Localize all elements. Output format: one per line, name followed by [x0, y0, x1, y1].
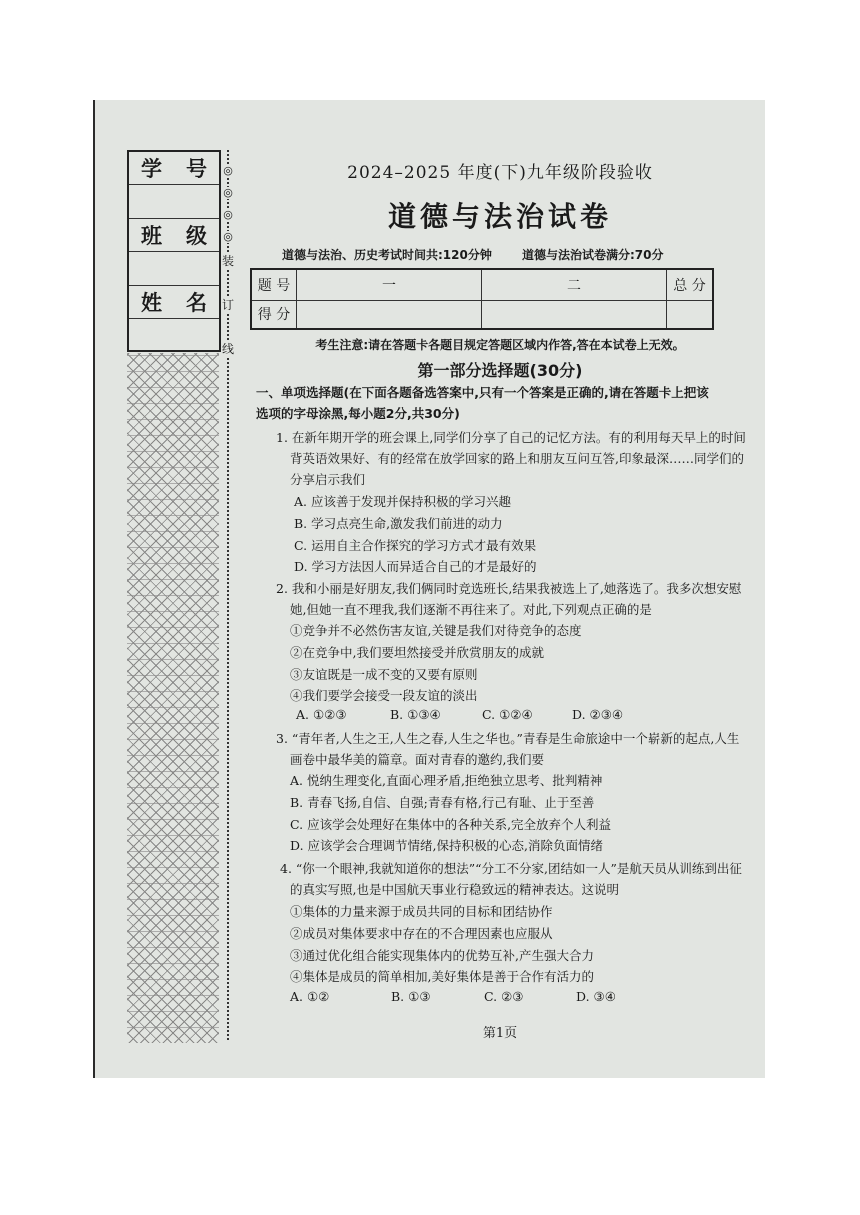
statement: ①集体的力量来源于成员共同的目标和团结协作: [290, 904, 553, 919]
score-cell[interactable]: [297, 300, 482, 329]
part-title: 第一部分选择题(30分): [417, 361, 583, 380]
score-note: 道德与法治试卷满分:70分: [522, 248, 664, 262]
student-id-label: [129, 152, 219, 185]
page-number: 第1页: [482, 1026, 518, 1041]
question-text: 背英语效果好、有的经常在放学回家的路上和朋友互问互答,印象最深……同学们的: [290, 451, 744, 466]
circle-mark-icon: ◎: [223, 164, 233, 177]
section-instructions: 一、单项选择题(在下面各题备选答案中,只有一个答案是正确的,请在答题卡上把该选项的字母涂黑,每小题2分,共30分): [256, 385, 709, 421]
binding-word: 装: [221, 254, 234, 268]
statement: ④集体是成员的简单相加,美好集体是善于合作有活力的: [290, 969, 594, 984]
option-d: D. ③④: [576, 989, 616, 1004]
statement: ②在竞争中,我们要坦然接受并欣赏朋友的成就: [290, 645, 544, 660]
question-text: 她,但她一直不理我,我们逐渐不再往来了。对此,下列观点正确的是: [290, 602, 652, 617]
question-text: 的真实写照,也是中国航天事业行稳致远的精神表达。这说明: [290, 882, 619, 897]
score-row-label: 得 分: [251, 300, 297, 329]
name-label: [129, 286, 219, 319]
statement: ③友谊既是一成不变的又要有原则: [290, 667, 478, 682]
option-c: C. 运用自主合作探究的学习方式才最有效果: [294, 538, 537, 553]
option-d: D. 学习方法因人而异适合自己的才是最好的: [294, 559, 537, 574]
binding-dotted-line: [227, 150, 229, 1040]
label-char: 名: [186, 291, 207, 315]
label-char: 级: [186, 224, 207, 248]
label-char: 姓: [141, 291, 162, 315]
option-b: B. ①③④: [390, 707, 441, 722]
option-b: B. 青春飞扬,自信、自强;青春有格,行己有耻、止于至善: [290, 795, 595, 810]
name-field[interactable]: [129, 319, 219, 352]
question-text: 3. “青年者,人生之王,人生之春,人生之华也。”青春是生命旅途中一个崭新的起点,人生: [276, 731, 740, 746]
label-char: 号: [186, 157, 207, 181]
question-text: 4. “你一个眼神,我就知道你的想法”“分工不分家,团结如一人”是航天员从训练到出征: [280, 861, 742, 876]
score-header-cell: 题 号: [251, 269, 297, 300]
notice: 考生注意:请在答题卡各题目规定答题区域内作答,答在本试卷上无效。: [315, 338, 685, 352]
score-table: [250, 268, 714, 330]
class-label: [129, 219, 219, 252]
class-field[interactable]: [129, 252, 219, 286]
score-cell[interactable]: [482, 300, 667, 329]
question-text: 画卷中最华美的篇章。面对青春的邀约,我们要: [290, 752, 544, 767]
statement: ③通过优化组合能实现集体内的优势互补,产生强大合力: [290, 948, 594, 963]
exam-title: 道德与法治试卷: [387, 200, 612, 233]
exam-session: 2024–2025 年度(下)九年级阶段验收: [347, 163, 653, 183]
score-header-cell: 一: [297, 269, 482, 300]
question-text: 2. 我和小丽是好朋友,我们俩同时竞选班长,结果我被选上了,她落选了。我多次想安慰: [276, 581, 742, 596]
score-header-cell: 二: [482, 269, 667, 300]
score-header-cell: 总 分: [667, 269, 714, 300]
circle-mark-icon: ◎: [223, 186, 233, 199]
statement: ②成员对集体要求中存在的不合理因素也应服从: [290, 926, 553, 941]
circle-mark-icon: ◎: [223, 208, 233, 221]
option-c: C. ①②④: [482, 707, 533, 722]
question-text: 1. 在新年期开学的班会课上,同学们分享了自己的记忆方法。有的利用每天早上的时间: [276, 430, 746, 445]
option-b: B. 学习点亮生命,激发我们前进的动力: [294, 516, 503, 531]
label-char: 班: [141, 224, 162, 248]
option-a: A. ①②: [290, 989, 330, 1004]
statement: ①竞争并不必然伤害友谊,关键是我们对待竞争的态度: [290, 623, 582, 638]
statement: ④我们要学会接受一段友谊的淡出: [290, 688, 478, 703]
option-c: C. 应该学会处理好在集体中的各种关系,完全放弃个人利益: [290, 817, 612, 832]
circle-mark-icon: ◎: [223, 230, 233, 243]
label-char: 学: [141, 157, 162, 181]
option-c: C. ②③: [484, 989, 524, 1004]
question-text: 分享启示我们: [290, 472, 366, 487]
option-d: D. ②③④: [572, 707, 624, 722]
option-a: A. 应该善于发现并保持积极的学习兴趣: [294, 494, 511, 509]
student-info-box: [127, 150, 221, 352]
score-cell[interactable]: [667, 300, 714, 329]
option-a: A. ①②③: [296, 707, 347, 722]
option-d: D. 应该学会合理调节情绪,保持积极的心态,消除负面情绪: [290, 838, 603, 853]
option-b: B. ①③: [391, 989, 431, 1004]
binding-word: 订: [221, 298, 234, 312]
student-id-field[interactable]: [129, 185, 219, 219]
time-note: 道德与法治、历史考试时间共:120分钟: [282, 248, 492, 262]
binding-word: 线: [221, 342, 234, 356]
hatch-pattern: [127, 353, 219, 1043]
option-a: A. 悦纳生理变化,直面心理矛盾,拒绝独立思考、批判精神: [290, 773, 603, 788]
